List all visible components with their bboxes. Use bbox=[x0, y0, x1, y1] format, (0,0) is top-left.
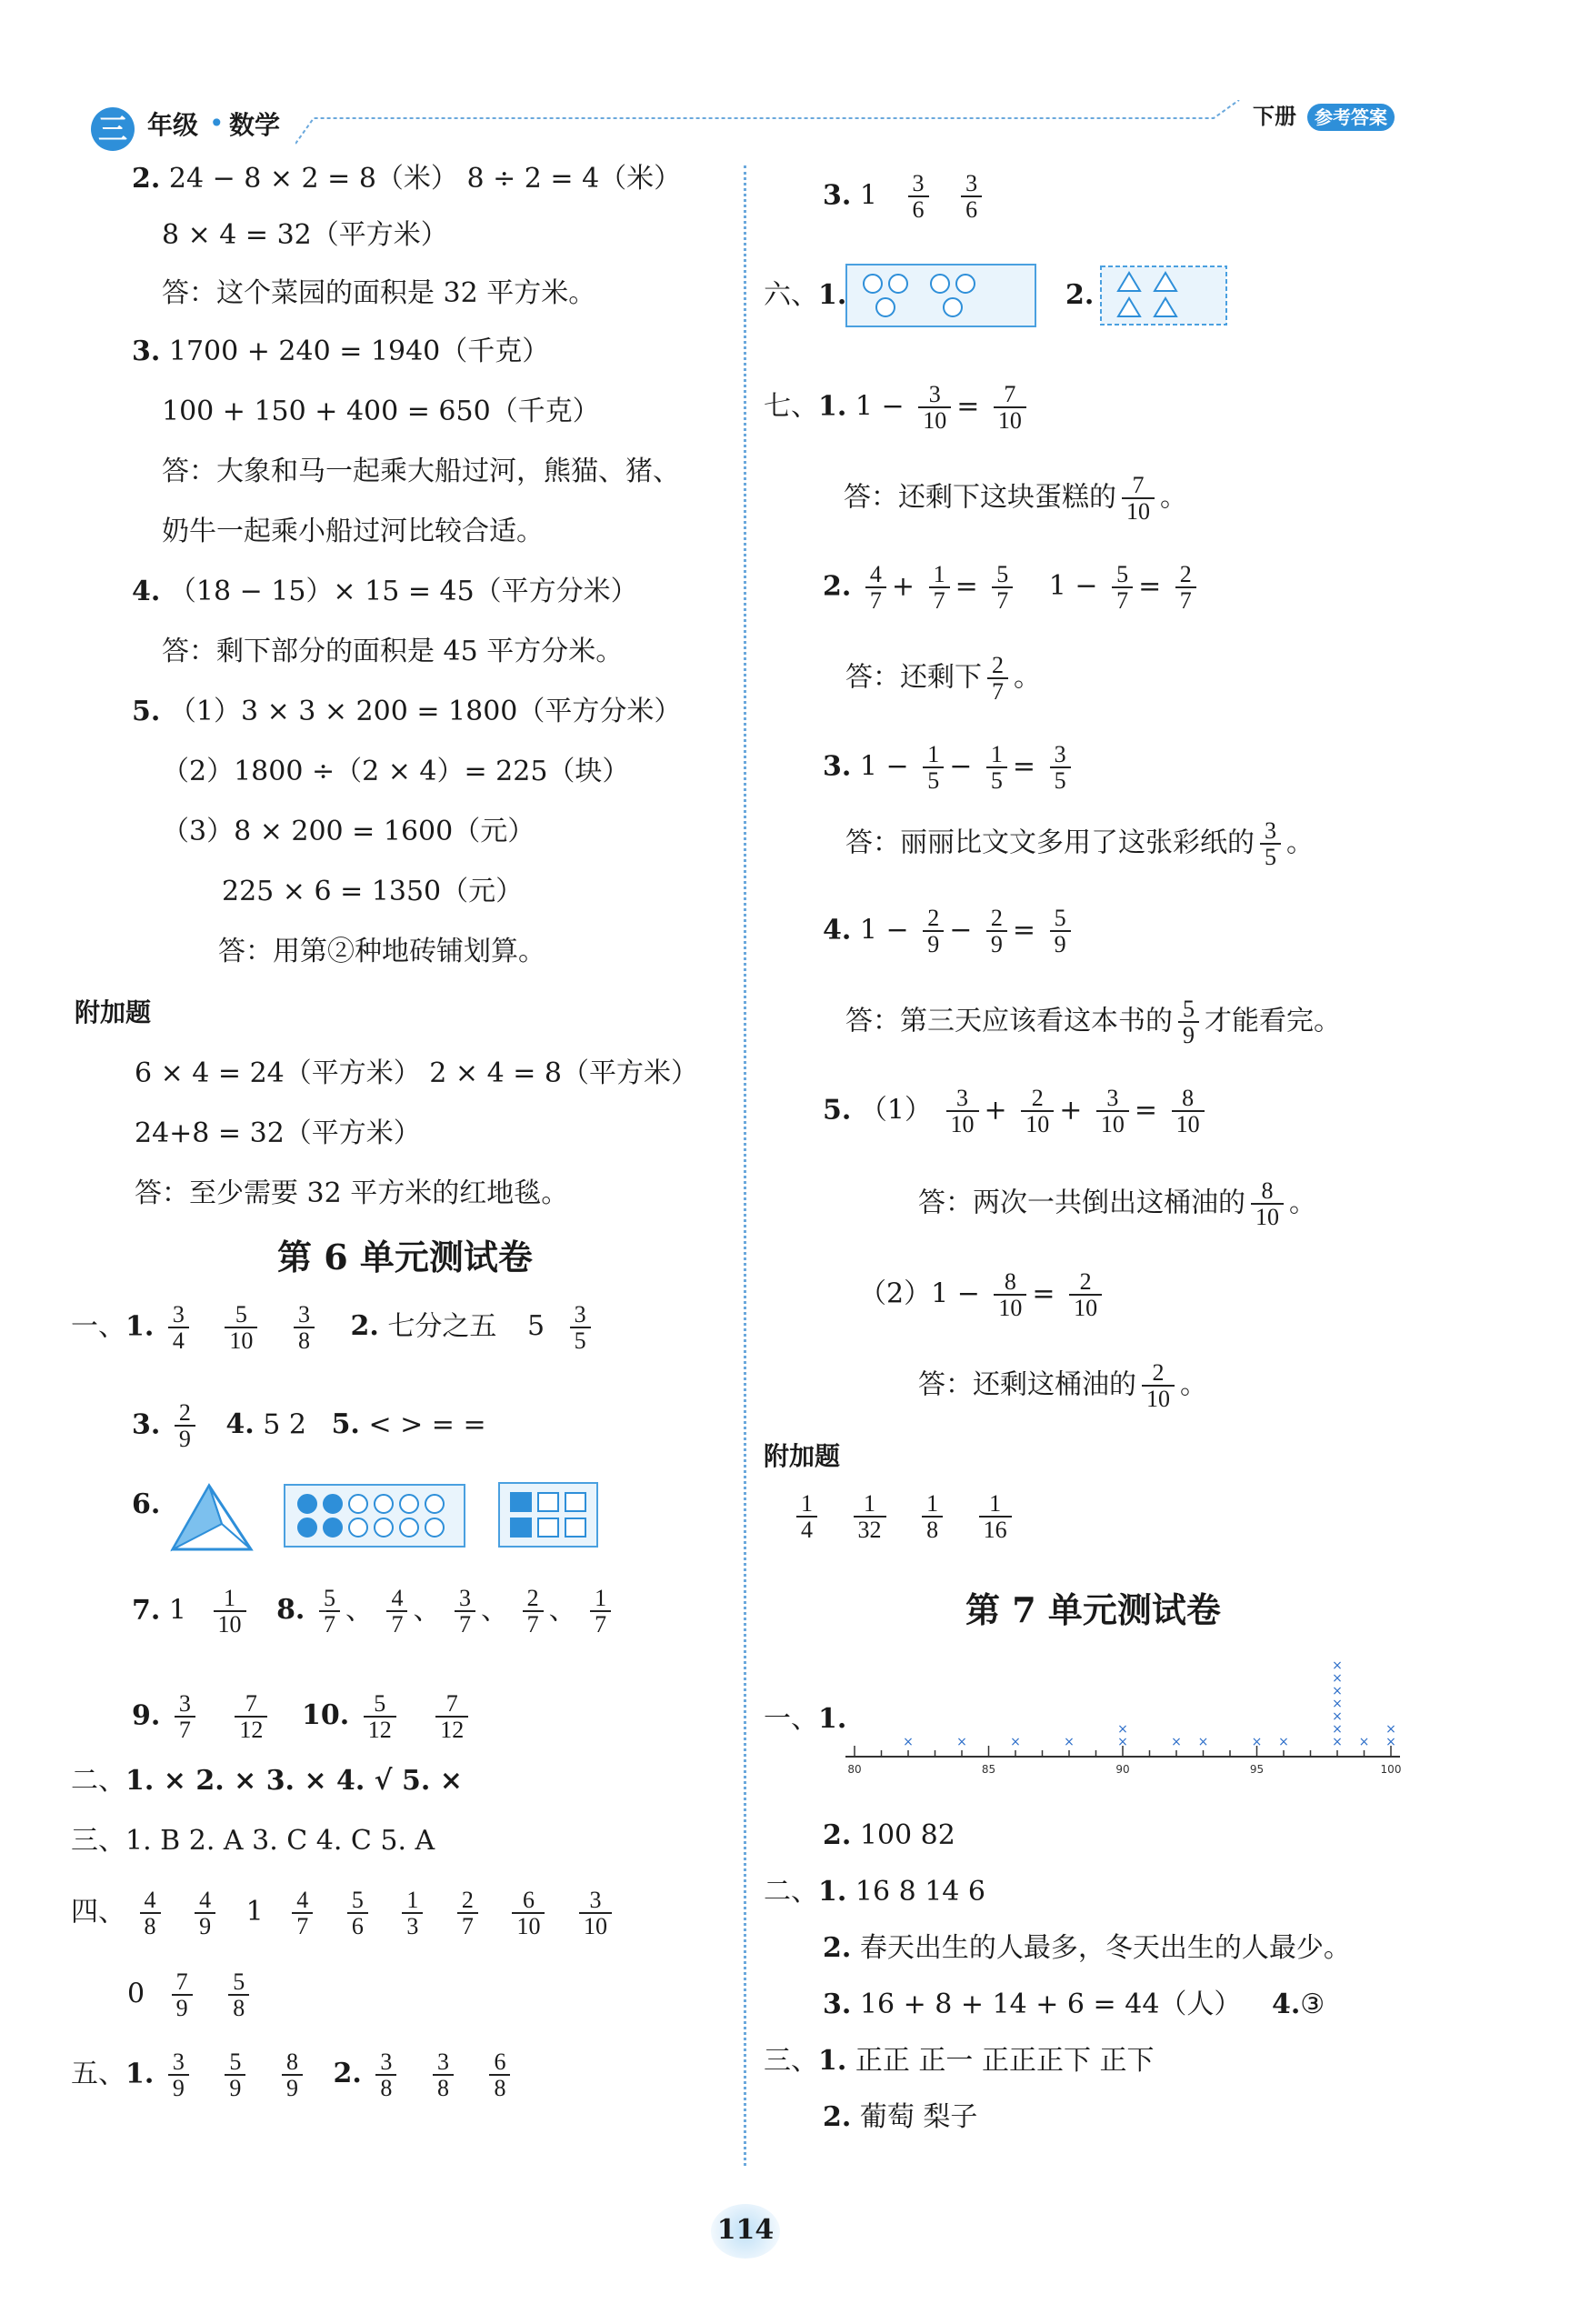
left-line-3: 答：这个菜园的面积是 32 平方米。 bbox=[162, 277, 596, 309]
fraction: $\frac{5}{7}$ bbox=[1112, 562, 1133, 614]
left-line-7: 奶牛一起乘小船过河比较合适。 bbox=[162, 516, 544, 547]
page-number: 114 bbox=[716, 2214, 775, 2246]
u6-row-5: 9. $\frac{3}{7}$ $\frac{7}{12}$ 10. $\frac{5}{12}$ $\frac{7}{12}$ bbox=[132, 1691, 474, 1743]
right-extra-label: 附加题 bbox=[764, 1441, 841, 1471]
fraction: $\frac{2}{7}$ bbox=[1175, 562, 1196, 614]
left-line-11: （2）1800 ÷（2 × 4）= 225（块） bbox=[162, 756, 630, 787]
dot-plot-tick-label: 90 bbox=[1115, 1763, 1130, 1776]
left-line-8: 4. （18 − 15）× 15 = 45（平方分米） bbox=[132, 576, 638, 607]
fraction: $\frac{3}{8}$ bbox=[294, 1302, 315, 1354]
dot-plot-mark: × bbox=[1332, 1697, 1343, 1711]
fraction: $\frac{3}{10}$ bbox=[918, 382, 951, 434]
fraction: $\frac{3}{4}$ bbox=[168, 1302, 189, 1354]
dot-plot-mark: × bbox=[1010, 1735, 1021, 1749]
dot-plot-mark: × bbox=[903, 1735, 914, 1749]
u7-q1-label: 一、1. bbox=[764, 1703, 847, 1735]
unit6-title: 第 6 单元测试卷 bbox=[277, 1237, 533, 1277]
six-circles-figure bbox=[845, 264, 1036, 327]
fraction: $\frac{1}{8}$ bbox=[922, 1491, 943, 1543]
dot-plot-mark: × bbox=[1251, 1735, 1263, 1749]
left-line-5: 100 + 150 + 400 = 650（千克） bbox=[162, 396, 600, 427]
fraction: $\frac{3}{8}$ bbox=[433, 2049, 454, 2101]
column-divider bbox=[744, 165, 746, 2166]
left-line-6: 答：大象和马一起乘大船过河，熊猫、猪、 bbox=[162, 456, 680, 487]
fraction: $\frac{2}{9}$ bbox=[923, 906, 944, 957]
fraction: $\frac{3}{5}$ bbox=[570, 1302, 591, 1354]
fraction: $\frac{4}{7}$ bbox=[865, 562, 886, 614]
fraction: $\frac{1}{5}$ bbox=[986, 742, 1007, 794]
fraction: $\frac{1}{10}$ bbox=[214, 1586, 246, 1638]
r-a73: 答：丽丽比文文多用了这张彩纸的 $\frac{3}{5}$ 。 bbox=[845, 817, 1314, 871]
fraction: $\frac{6}{10}$ bbox=[512, 1888, 545, 1939]
u6-row-1: 一、1. $\frac{3}{4}$ $\frac{5}{10}$ $\frac{3}{8}$ 2. 七分之五 5 $\frac{3}{5}$ bbox=[71, 1302, 596, 1354]
dot-plot-mark: × bbox=[1358, 1735, 1370, 1749]
fraction: $\frac{2}{7}$ bbox=[987, 653, 1008, 705]
fraction: $\frac{1}{5}$ bbox=[923, 742, 944, 794]
u6-row-3: 6. bbox=[132, 1488, 161, 1520]
u7-s2-q3: 3. 16 + 8 + 14 + 6 = 44（人） 4.③ bbox=[823, 1988, 1325, 2020]
dot-plot-mark: × bbox=[1332, 1709, 1343, 1724]
dot-plot-mark: × bbox=[1332, 1684, 1343, 1698]
fraction: $\frac{1}{16}$ bbox=[979, 1491, 1012, 1543]
r-q71: 七、1. 1 − $\frac{3}{10}$ = $\frac{7}{10}$ bbox=[764, 382, 1032, 434]
fraction: $\frac{5}{10}$ bbox=[225, 1302, 257, 1354]
dot-plot-tick-label: 80 bbox=[847, 1763, 862, 1776]
fraction: $\frac{2}{7}$ bbox=[457, 1888, 478, 1939]
u6-row-2: 3. $\frac{2}{9}$ 4. 5 2 5. < > = = bbox=[132, 1399, 486, 1453]
fraction: $\frac{5}{8}$ bbox=[228, 1969, 249, 2021]
left-line-9: 答：剩下部分的面积是 45 平方分米。 bbox=[162, 636, 624, 667]
u6-row-4: 7. 1 $\frac{1}{10}$ 8. $\frac{5}{7}$ 、 $\frac{4}{7}$ 、 $\frac{3}{7}$ 、 $\frac{2}{7}$ 、 $\frac{1}{7}$ bbox=[132, 1586, 616, 1638]
r-sec6-q2: 2. bbox=[1065, 279, 1095, 311]
fraction: $\frac{4}{7}$ bbox=[292, 1888, 313, 1939]
fraction: $\frac{5}{12}$ bbox=[364, 1691, 396, 1743]
left-line-10: 5. （1）3 × 3 × 200 = 1800（平方分米） bbox=[132, 696, 682, 727]
fraction: $\frac{3}{8}$ bbox=[375, 2049, 396, 2101]
subject-label: 数学 bbox=[229, 110, 281, 140]
fraction: $\frac{8}{9}$ bbox=[282, 2049, 303, 2101]
header-dot: • bbox=[209, 108, 225, 138]
fraction: $\frac{1}{4}$ bbox=[796, 1491, 817, 1543]
dot-plot-mark: × bbox=[1064, 1735, 1075, 1749]
r-a71: 答：还剩下这块蛋糕的 $\frac{7}{10}$ 。 bbox=[844, 472, 1187, 526]
dot-plot-mark: × bbox=[1197, 1735, 1209, 1749]
fraction: $\frac{1}{7}$ bbox=[590, 1586, 611, 1638]
u7-s3-q2: 2. 葡萄 梨子 bbox=[823, 2101, 978, 2133]
fraction: $\frac{4}{8}$ bbox=[140, 1888, 161, 1939]
fraction: $\frac{7}{12}$ bbox=[235, 1691, 267, 1743]
volume-label: 下册 bbox=[1253, 104, 1296, 129]
answers-badge: 参考答案 bbox=[1307, 104, 1395, 131]
fraction: $\frac{2}{9}$ bbox=[986, 906, 1007, 957]
dot-plot-mark: × bbox=[1117, 1722, 1128, 1737]
fraction: $\frac{5}{9}$ bbox=[1178, 997, 1199, 1048]
dot-plot-mark: × bbox=[956, 1735, 967, 1749]
r-q74: 4. 1 − $\frac{2}{9}$ − $\frac{2}{9}$ = $\frac{5}{9}$ bbox=[823, 906, 1076, 957]
dot-plot-mark: × bbox=[1385, 1735, 1396, 1749]
fraction: $\frac{7}{10}$ bbox=[994, 382, 1026, 434]
left-line-13: 225 × 6 = 1350（元） bbox=[222, 876, 524, 907]
fraction: $\frac{8}{10}$ bbox=[1172, 1086, 1205, 1137]
fraction: $\frac{2}{10}$ bbox=[1142, 1360, 1175, 1412]
r-sec6-row: 六、1. bbox=[764, 279, 847, 311]
left-line-16: 24+8 = 32（平方米） bbox=[135, 1117, 421, 1149]
fraction: $\frac{3}{10}$ bbox=[946, 1086, 979, 1137]
dot-plot-mark: × bbox=[1332, 1658, 1343, 1673]
header-rule bbox=[295, 100, 1241, 145]
fraction: $\frac{2}{10}$ bbox=[1069, 1269, 1102, 1321]
fraction: $\frac{8}{10}$ bbox=[994, 1269, 1026, 1321]
fraction: $\frac{3}{7}$ bbox=[455, 1586, 475, 1638]
fraction: $\frac{4}{9}$ bbox=[195, 1888, 215, 1939]
left-line-12: （3）8 × 200 = 1600（元） bbox=[162, 816, 535, 847]
fraction: $\frac{5}{9}$ bbox=[225, 2049, 245, 2101]
u6-row-6: 二、1. × 2. × 3. × 4. √ 5. × bbox=[71, 1765, 463, 1797]
fraction: $\frac{6}{8}$ bbox=[489, 2049, 510, 2101]
u7-q2: 2. 100 82 bbox=[823, 1819, 955, 1851]
r-q3-row: 3. 1 $\frac{3}{6}$ $\frac{3}{6}$ bbox=[823, 171, 987, 223]
left-line-15: 6 × 4 = 24（平方米） 2 × 4 = 8（平方米） bbox=[135, 1057, 698, 1089]
u6-row-8: 四、 $\frac{4}{8}$ $\frac{4}{9}$ 1 $\frac{4}{7}$ $\frac{5}{6}$ $\frac{1}{3}$ $\frac{2}{7}$ $\frac{6}{10}$ $\frac{3}{10}$ bbox=[71, 1888, 617, 1939]
fraction: $\frac{3}{10}$ bbox=[1096, 1086, 1129, 1137]
triangles-figure bbox=[1100, 265, 1227, 326]
r-extra-row bbox=[791, 1491, 1017, 1543]
dot-plot-mark: × bbox=[1332, 1671, 1343, 1686]
u6-row-9: 0 $\frac{7}{9}$ $\frac{5}{8}$ bbox=[127, 1969, 255, 2021]
dot-plot bbox=[845, 1637, 1409, 1786]
fraction: $\frac{3}{10}$ bbox=[579, 1888, 612, 1939]
u6-row-7: 三、1. B 2. A 3. C 4. C 5. A bbox=[71, 1825, 435, 1857]
u6-row-10: 五、1. $\frac{3}{9}$ $\frac{5}{9}$ $\frac{8}{9}$ 2. $\frac{3}{8}$ $\frac{3}{8}$ $\frac{6}{8}$ bbox=[71, 2049, 515, 2101]
fraction: $\frac{5}{7}$ bbox=[992, 562, 1013, 614]
unit7-title: 第 7 单元测试卷 bbox=[965, 1589, 1221, 1630]
squares-figure bbox=[498, 1482, 598, 1548]
dot-plot-mark: × bbox=[1171, 1735, 1182, 1749]
dot-plot-mark: × bbox=[1117, 1735, 1128, 1749]
dot-plot-tick-label: 85 bbox=[981, 1763, 996, 1776]
left-line-17: 答：至少需要 32 平方米的红地毯。 bbox=[135, 1177, 569, 1209]
fraction: $\frac{1}{32}$ bbox=[854, 1491, 886, 1543]
fraction: $\frac{3}{6}$ bbox=[908, 171, 929, 223]
r-a74: 答：第三天应该看这本书的 $\frac{5}{9}$ 才能看完。 bbox=[845, 996, 1341, 1049]
fraction: $\frac{1}{7}$ bbox=[929, 562, 950, 614]
left-line-2: 8 × 4 = 32（平方米） bbox=[162, 219, 448, 251]
fraction: $\frac{3}{9}$ bbox=[168, 2049, 189, 2101]
dot-plot-mark: × bbox=[1278, 1735, 1289, 1749]
fraction: $\frac{5}{7}$ bbox=[319, 1586, 340, 1638]
fraction: $\frac{2}{9}$ bbox=[175, 1400, 195, 1452]
r-a75: 答：两次一共倒出这桶油的 $\frac{8}{10}$ 。 bbox=[918, 1177, 1316, 1231]
u7-s2-q1: 二、1. 16 8 14 6 bbox=[764, 1876, 986, 1908]
dot-plot-mark: × bbox=[1385, 1722, 1396, 1737]
r-q752: （2）1 − $\frac{8}{10}$ = $\frac{2}{10}$ bbox=[859, 1269, 1107, 1321]
left-line-14: 答：用第②种地砖铺划算。 bbox=[218, 936, 545, 967]
u7-s3-q1: 三、1. 正正 正一 正正正下 正下 bbox=[764, 2045, 1155, 2077]
fraction: $\frac{7}{9}$ bbox=[172, 1969, 193, 2021]
dot-plot-mark: × bbox=[1332, 1722, 1343, 1737]
fraction: $\frac{3}{6}$ bbox=[961, 171, 982, 223]
fraction: $\frac{3}{5}$ bbox=[1260, 818, 1281, 870]
fraction: $\frac{3}{5}$ bbox=[1050, 742, 1071, 794]
fraction: $\frac{8}{10}$ bbox=[1251, 1178, 1284, 1230]
fraction: $\frac{7}{10}$ bbox=[1122, 473, 1155, 525]
dot-plot-tick-label: 100 bbox=[1380, 1763, 1402, 1776]
r-q75: 5. （1） $\frac{3}{10}$ + $\frac{2}{10}$ + $\frac{3}{10}$ = $\frac{8}{10}$ bbox=[823, 1086, 1210, 1137]
u7-s2-q2: 2. 春天出生的人最多，冬天出生的人最少。 bbox=[823, 1932, 1351, 1964]
dot-plot-tick-label: 95 bbox=[1249, 1763, 1265, 1776]
circles-svg bbox=[284, 1484, 465, 1548]
r-q72: 2. $\frac{4}{7}$ + $\frac{1}{7}$ = $\frac{5}{7}$ 1 − $\frac{5}{7}$ = $\frac{2}{7}$ bbox=[823, 562, 1202, 614]
fraction: $\frac{7}{12}$ bbox=[435, 1691, 468, 1743]
fraction: $\frac{2}{10}$ bbox=[1021, 1086, 1054, 1137]
fraction: $\frac{4}{7}$ bbox=[386, 1586, 407, 1638]
fraction: $\frac{3}{7}$ bbox=[175, 1691, 195, 1743]
left-extra-label: 附加题 bbox=[75, 997, 152, 1027]
r-a752: 答：还剩这桶油的 $\frac{2}{10}$ 。 bbox=[918, 1359, 1207, 1413]
grade-badge: 三 bbox=[91, 107, 135, 151]
r-a72: 答：还剩下 $\frac{2}{7}$ 。 bbox=[845, 652, 1041, 706]
dot-plot-mark: × bbox=[1332, 1735, 1343, 1749]
fraction: $\frac{2}{7}$ bbox=[523, 1586, 544, 1638]
shaded-triangle-figure bbox=[169, 1482, 255, 1553]
fraction: $\frac{5}{6}$ bbox=[347, 1888, 368, 1939]
fraction: $\frac{1}{3}$ bbox=[402, 1888, 423, 1939]
r-q73: 3. 1 − $\frac{1}{5}$ − $\frac{1}{5}$ = $\frac{3}{5}$ bbox=[823, 742, 1076, 794]
left-line-4: 3. 1700 + 240 = 1940（千克） bbox=[132, 336, 550, 367]
grade-label: 年级 bbox=[147, 110, 199, 140]
fraction: $\frac{5}{9}$ bbox=[1050, 906, 1071, 957]
left-line-1: 2. 24 − 8 × 2 = 8（米） 8 ÷ 2 = 4（米） bbox=[132, 163, 682, 195]
